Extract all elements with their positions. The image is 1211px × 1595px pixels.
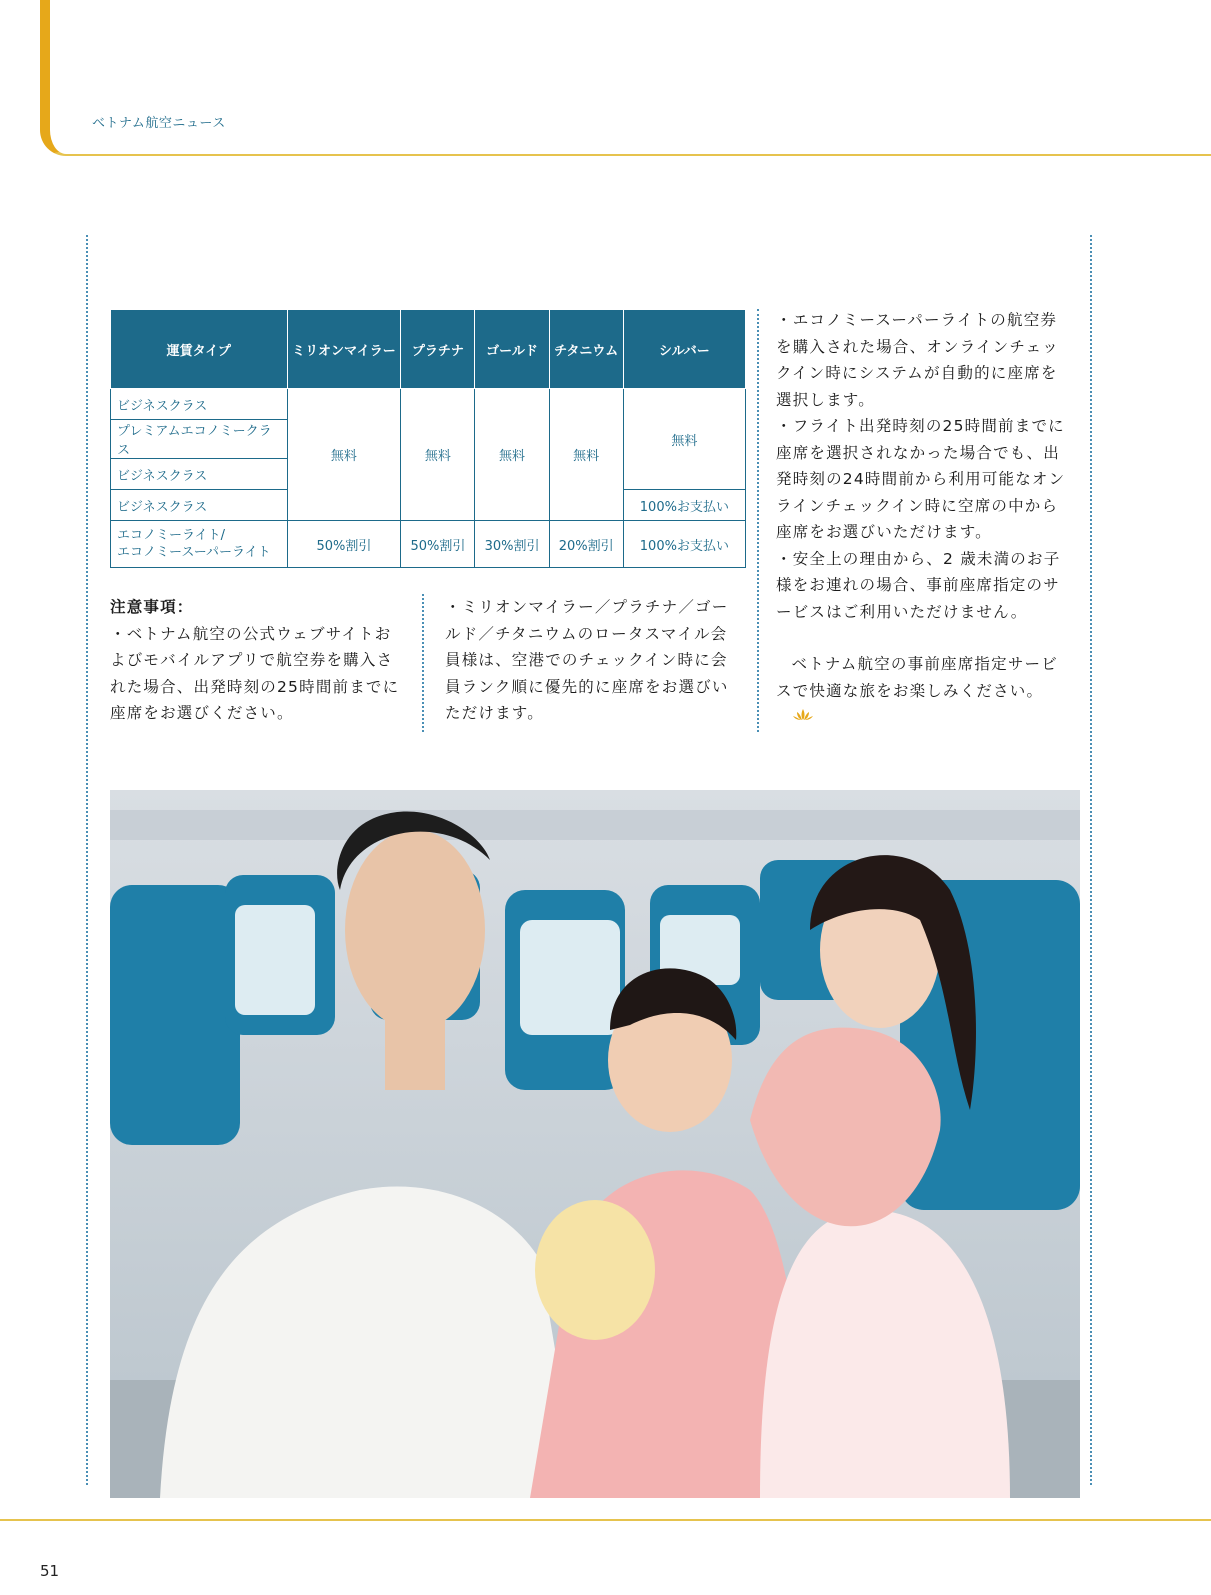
table-cell: 無料	[549, 389, 623, 521]
notes-column-3	[776, 307, 1068, 731]
closing-text: ベトナム航空の事前座席指定サービスで快適な旅をお楽しみください。	[776, 655, 1058, 700]
table-cell: 無料	[287, 389, 401, 521]
table-header: シルバー	[623, 310, 745, 389]
table-row	[111, 389, 746, 420]
table-cell: 30%割引	[475, 521, 549, 568]
section-label: ベトナム航空ニュース	[92, 116, 226, 131]
table-header-row	[111, 310, 746, 389]
table-cell: プレミアムエコノミークラス	[111, 420, 288, 459]
page-number: 51	[40, 1562, 60, 1580]
table-cell: 100%お支払い	[623, 521, 745, 568]
table-cell: 無料	[475, 389, 549, 521]
table-cell: ビジネスクラス	[111, 490, 288, 521]
family-photo	[110, 790, 1080, 1498]
table-header: ミリオンマイラー	[287, 310, 401, 389]
closing-paragraph	[776, 651, 1068, 731]
right-dotted-border	[1090, 235, 1092, 1485]
table-cell: 50%割引	[401, 521, 475, 568]
table-header: チタニウム	[549, 310, 623, 389]
table-cell: 無料	[401, 389, 475, 521]
table-cell: 20%割引	[549, 521, 623, 568]
left-dotted-border	[86, 235, 88, 1485]
note-paragraph: ・安全上の理由から、2 歳未満のお子様をお連れの場合、事前座席指定のサービスはご利用いただけません。	[776, 549, 1061, 621]
table-cell: 50%割引	[287, 521, 401, 568]
note-paragraph: ・ミリオンマイラー／プラチナ／ゴールド／チタニウムのロータスマイル会員様は、空港でのチェックイン時に会員ランク順に優先的に座席をお選びいただけます。	[445, 598, 729, 722]
table-cell: 無料	[623, 389, 745, 490]
note-paragraph: ・フライト出発時刻の25時間前までに座席を選択されなかった場合でも、出発時刻の24時間前から利用可能なオンラインチェックイン時に空席の中から座席をお選びいただけます。	[776, 417, 1066, 541]
table-header: 運賃タイプ	[111, 310, 288, 389]
note-paragraph: ・ベトナム航空の公式ウェブサイトおよびモバイルアプリで航空券を購入された場合、出発時刻の25時間前までに座席をお選びください。	[110, 624, 400, 722]
table-cell: エコノミーライト/ エコノミースーパーライト	[111, 521, 288, 568]
note-paragraph: ・エコノミースーパーライトの航空券を購入された場合、オンラインチェックイン時にシステムが自動的に座席を選択します。	[776, 311, 1059, 409]
lotus-icon	[776, 704, 814, 731]
notes-column-1	[110, 594, 400, 727]
notes-column-2	[445, 594, 737, 727]
fare-table	[110, 309, 746, 568]
header-frame	[40, 0, 1211, 156]
table-header: プラチナ	[401, 310, 475, 389]
table-cell: ビジネスクラス	[111, 459, 288, 490]
table-cell: ビジネスクラス	[111, 389, 288, 420]
notes-title: 注意事項：	[110, 598, 194, 616]
column-divider	[422, 594, 424, 732]
table-cell: 100%お支払い	[623, 490, 745, 521]
footer-rule	[0, 1519, 1211, 1521]
table-header: ゴールド	[475, 310, 549, 389]
column-divider	[757, 309, 759, 732]
table-row	[111, 521, 746, 568]
